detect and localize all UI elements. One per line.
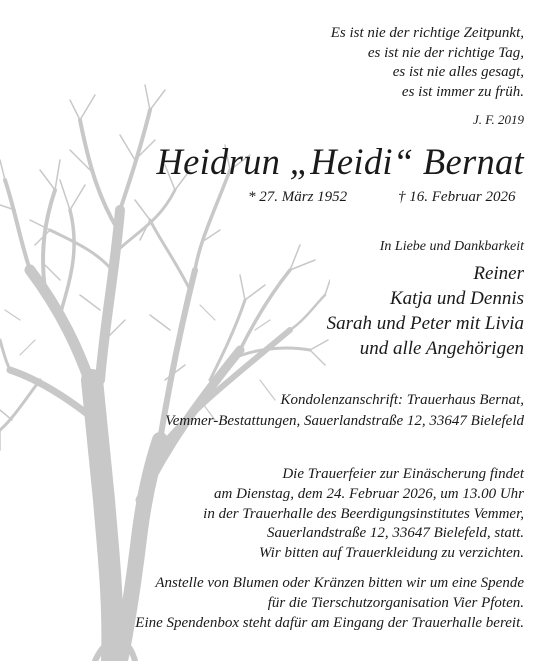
donation-line: für die Tierschutzorganisation Vier Pfoten. xyxy=(267,594,524,611)
ceremony-line: Die Trauerfeier zur Einäscherung findet xyxy=(282,466,524,482)
condolence-address xyxy=(165,390,524,431)
mourner-name: Reiner xyxy=(473,263,524,284)
poem-author: J. F. 2019 xyxy=(472,112,524,127)
birth-date: * 27. März 1952 xyxy=(248,189,348,205)
poem-line: es ist nie der richtige Tag, xyxy=(367,44,524,61)
donation-line: Anstelle von Blumen oder Kränzen bitten wir um eine Spende xyxy=(155,575,524,591)
donation-info xyxy=(135,574,524,633)
death-date: † 16. Februar 2026 xyxy=(398,189,516,205)
deceased-name: Heidrun „Heidi“ Bernat xyxy=(156,141,524,182)
poem-line: es ist nie alles gesagt, xyxy=(392,64,524,81)
ceremony-info xyxy=(203,465,524,564)
ceremony-line: am Dienstag, dem 24. Februar 2026, um 13.00 Uhr xyxy=(214,485,524,502)
ceremony-line: Sauerlandstraße 12, 33647 Bielefeld, statt. xyxy=(266,525,524,542)
condolence-line: Kondolenzanschrift: Trauerhaus Bernat, xyxy=(280,392,524,408)
ceremony-line: in der Trauerhalle des Beerdigungsinstitutes Vemmer, xyxy=(203,505,524,522)
poem-line: es ist immer zu früh. xyxy=(401,83,524,100)
poem-line: Es ist nie der richtige Zeitpunkt, xyxy=(330,25,524,41)
mourner-name: Katja und Dennis xyxy=(389,288,524,309)
condolence-line: Vemmer-Bestattungen, Sauerlandstraße 12, 33647 Bielefeld xyxy=(165,412,524,429)
ceremony-line: Wir bitten auf Trauerkleidung zu verzichten. xyxy=(259,545,524,562)
mourners-intro: In Liebe und Dankbarkeit xyxy=(379,239,524,254)
mourners-list xyxy=(327,261,524,361)
donation-line: Eine Spendenbox steht dafür am Eingang der Trauerhalle bereit. xyxy=(135,614,524,631)
mourner-name: Sarah und Peter mit Livia xyxy=(326,313,524,334)
mourner-name: und alle Angehörigen xyxy=(359,338,524,359)
memorial-poem xyxy=(331,24,524,102)
